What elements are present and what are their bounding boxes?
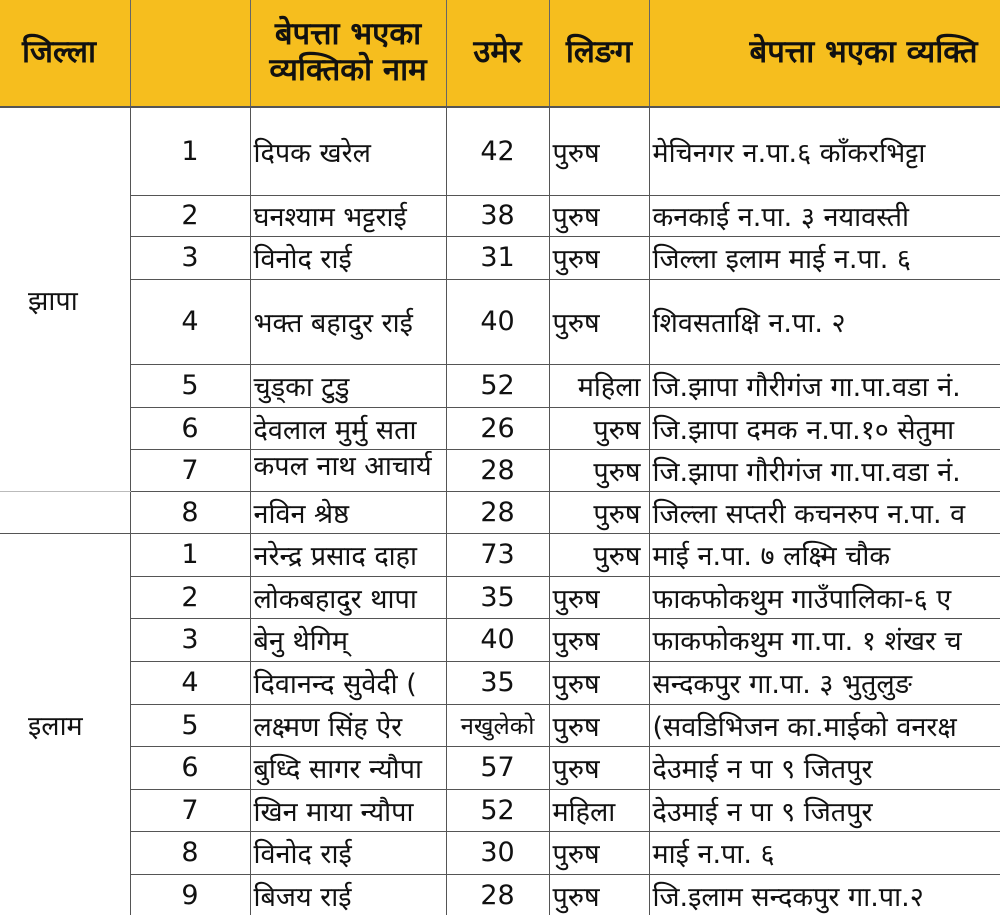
address-cell[interactable]: जि.इलाम सन्दकपुर गा.पा.२ bbox=[649, 874, 1000, 915]
district-cell-jhapa[interactable]: झापा bbox=[0, 107, 130, 491]
table-row bbox=[0, 789, 1000, 831]
table-row bbox=[0, 874, 1000, 915]
table-row bbox=[0, 236, 1000, 279]
age-cell[interactable]: 42 bbox=[446, 107, 549, 195]
address-cell[interactable]: (सवडिभिजन का.माईको वनरक्ष bbox=[649, 704, 1000, 746]
age-cell[interactable]: 52 bbox=[446, 789, 549, 831]
sn-cell[interactable]: 8 bbox=[130, 491, 250, 533]
sn-cell[interactable]: 8 bbox=[130, 831, 250, 874]
sn-cell[interactable]: 7 bbox=[130, 449, 250, 491]
sex-cell[interactable]: महिला bbox=[549, 789, 649, 831]
table-row bbox=[0, 704, 1000, 746]
sn-cell[interactable]: 4 bbox=[130, 279, 250, 364]
name-cell[interactable]: नरेन्द्र प्रसाद दाहा bbox=[250, 533, 446, 576]
address-cell[interactable]: शिवसताक्षि न.पा. २ bbox=[649, 279, 1000, 364]
age-cell[interactable]: 26 bbox=[446, 407, 549, 449]
name-cell[interactable]: लक्ष्मण सिंह ऐर bbox=[250, 704, 446, 746]
sn-cell[interactable]: 3 bbox=[130, 618, 250, 661]
sex-cell[interactable]: महिला bbox=[549, 364, 649, 407]
address-cell[interactable]: माई न.पा. ६ bbox=[649, 831, 1000, 874]
sex-cell[interactable]: पुरुष bbox=[549, 491, 649, 533]
sex-cell[interactable]: पुरुष bbox=[549, 195, 649, 236]
table-row bbox=[0, 407, 1000, 449]
sn-cell[interactable]: 1 bbox=[130, 533, 250, 576]
age-cell[interactable]: 38 bbox=[446, 195, 549, 236]
name-cell[interactable]: खिन माया न्यौपा bbox=[250, 789, 446, 831]
table-row bbox=[0, 364, 1000, 407]
address-cell[interactable]: फाकफोकथुम गाउँपालिका-६ ए bbox=[649, 576, 1000, 618]
age-cell[interactable]: 28 bbox=[446, 449, 549, 491]
name-cell[interactable]: बेनु थेगिम् bbox=[250, 618, 446, 661]
district-cell-empty[interactable] bbox=[0, 491, 130, 533]
sn-cell[interactable]: 7 bbox=[130, 789, 250, 831]
sex-cell[interactable]: पुरुष bbox=[549, 746, 649, 789]
name-cell[interactable] bbox=[250, 449, 446, 491]
sex-cell[interactable]: पुरुष bbox=[549, 831, 649, 874]
age-cell[interactable]: 28 bbox=[446, 874, 549, 915]
sex-cell[interactable]: पुरुष bbox=[549, 874, 649, 915]
header-address[interactable]: बेपत्ता भएका व्यक्ति bbox=[649, 0, 1000, 107]
table-row bbox=[0, 491, 1000, 533]
address-cell[interactable]: फाकफोकथुम गा.पा. १ शंखर च bbox=[649, 618, 1000, 661]
sn-cell[interactable]: 3 bbox=[130, 236, 250, 279]
sex-cell[interactable]: पुरुष bbox=[549, 661, 649, 704]
name-cell[interactable]: चुड्का टुडु bbox=[250, 364, 446, 407]
header-district[interactable]: जिल्ला bbox=[0, 0, 130, 107]
address-cell[interactable]: जिल्ला सप्तरी कचनरुप न.पा. व bbox=[649, 491, 1000, 533]
age-cell[interactable]: 35 bbox=[446, 661, 549, 704]
address-cell[interactable]: देउमाई न पा ९ जितपुर bbox=[649, 746, 1000, 789]
table-row bbox=[0, 449, 1000, 491]
header-age[interactable]: उमेर bbox=[446, 0, 549, 107]
address-cell[interactable]: जि.झापा दमक न.पा.१० सेतुमा bbox=[649, 407, 1000, 449]
name-cell[interactable]: बुध्दि सागर न्यौपा bbox=[250, 746, 446, 789]
age-cell[interactable]: नखुलेको bbox=[446, 704, 549, 746]
district-cell-ilam[interactable]: इलाम bbox=[0, 533, 130, 915]
table-row bbox=[0, 533, 1000, 576]
address-cell[interactable]: मेचिनगर न.पा.६ काँकरभिट्टा bbox=[649, 107, 1000, 195]
sex-cell[interactable]: पुरुष bbox=[549, 107, 649, 195]
name-cell[interactable]: विनोद राई bbox=[250, 236, 446, 279]
sn-cell[interactable]: 2 bbox=[130, 195, 250, 236]
name-cell[interactable]: दिपक खरेल bbox=[250, 107, 446, 195]
sex-cell[interactable]: पुरुष bbox=[549, 533, 649, 576]
name-cell[interactable]: घनश्याम भट्टराई bbox=[250, 195, 446, 236]
age-cell[interactable]: 40 bbox=[446, 279, 549, 364]
name-cell[interactable]: देवलाल मुर्मु सता bbox=[250, 407, 446, 449]
age-cell[interactable]: 35 bbox=[446, 576, 549, 618]
name-cell[interactable]: दिवानन्द सुवेदी ( bbox=[250, 661, 446, 704]
address-cell[interactable]: सन्दकपुर गा.पा. ३ भुतुलुङ bbox=[649, 661, 1000, 704]
table-row bbox=[0, 576, 1000, 618]
header-row bbox=[0, 0, 1000, 107]
sex-cell[interactable]: पुरुष bbox=[549, 407, 649, 449]
sex-cell[interactable]: पुरुष bbox=[549, 576, 649, 618]
age-cell[interactable]: 30 bbox=[446, 831, 549, 874]
age-cell[interactable]: 52 bbox=[446, 364, 549, 407]
table-row bbox=[0, 831, 1000, 874]
name-cell[interactable]: लोकबहादुर थापा bbox=[250, 576, 446, 618]
table-row bbox=[0, 618, 1000, 661]
age-cell[interactable]: 73 bbox=[446, 533, 549, 576]
table-row bbox=[0, 195, 1000, 236]
table-row bbox=[0, 107, 1000, 195]
table-row bbox=[0, 279, 1000, 364]
sn-cell[interactable]: 5 bbox=[130, 704, 250, 746]
sn-cell[interactable]: 6 bbox=[130, 746, 250, 789]
address-cell[interactable]: कनकाई न.पा. ३ नयावस्ती bbox=[649, 195, 1000, 236]
name-cell[interactable]: बिजय राई bbox=[250, 874, 446, 915]
address-cell[interactable]: देउमाई न पा ९ जितपुर bbox=[649, 789, 1000, 831]
name-cell[interactable]: भक्त बहादुर राई bbox=[250, 279, 446, 364]
address-cell[interactable]: जिल्ला इलाम माई न.पा. ६ bbox=[649, 236, 1000, 279]
sn-cell[interactable]: 4 bbox=[130, 661, 250, 704]
age-cell[interactable]: 28 bbox=[446, 491, 549, 533]
address-cell[interactable]: माई न.पा. ७ लक्ष्मि चौक bbox=[649, 533, 1000, 576]
header-sex[interactable]: लिङग bbox=[549, 0, 649, 107]
address-cell[interactable]: जि.झापा गौरीगंज गा.पा.वडा नं. bbox=[649, 364, 1000, 407]
name-cell[interactable]: नविन श्रेष्ठ bbox=[250, 491, 446, 533]
sn-cell[interactable]: 6 bbox=[130, 407, 250, 449]
table-row bbox=[0, 661, 1000, 704]
name-cell[interactable]: विनोद राई bbox=[250, 831, 446, 874]
age-cell[interactable]: 57 bbox=[446, 746, 549, 789]
age-cell[interactable]: 31 bbox=[446, 236, 549, 279]
name-text: कपल नाथ आचार्य bbox=[253, 451, 432, 482]
address-cell[interactable]: जि.झापा गौरीगंज गा.पा.वडा नं. bbox=[649, 449, 1000, 491]
sex-cell[interactable]: पुरुष bbox=[549, 704, 649, 746]
age-cell[interactable]: 40 bbox=[446, 618, 549, 661]
sn-cell[interactable]: 2 bbox=[130, 576, 250, 618]
sn-cell[interactable]: 1 bbox=[130, 107, 250, 195]
sn-cell[interactable]: 9 bbox=[130, 874, 250, 915]
table-row bbox=[0, 746, 1000, 789]
sn-cell[interactable]: 5 bbox=[130, 364, 250, 407]
sex-cell[interactable]: पुरुष bbox=[549, 236, 649, 279]
header-sn[interactable] bbox=[130, 0, 250, 107]
sex-cell[interactable]: पुरुष bbox=[549, 279, 649, 364]
header-name[interactable]: बेपत्ता भएका व्यक्तिको नाम bbox=[250, 0, 446, 107]
sex-cell[interactable]: पुरुष bbox=[549, 449, 649, 491]
sex-cell[interactable]: पुरुष bbox=[549, 618, 649, 661]
